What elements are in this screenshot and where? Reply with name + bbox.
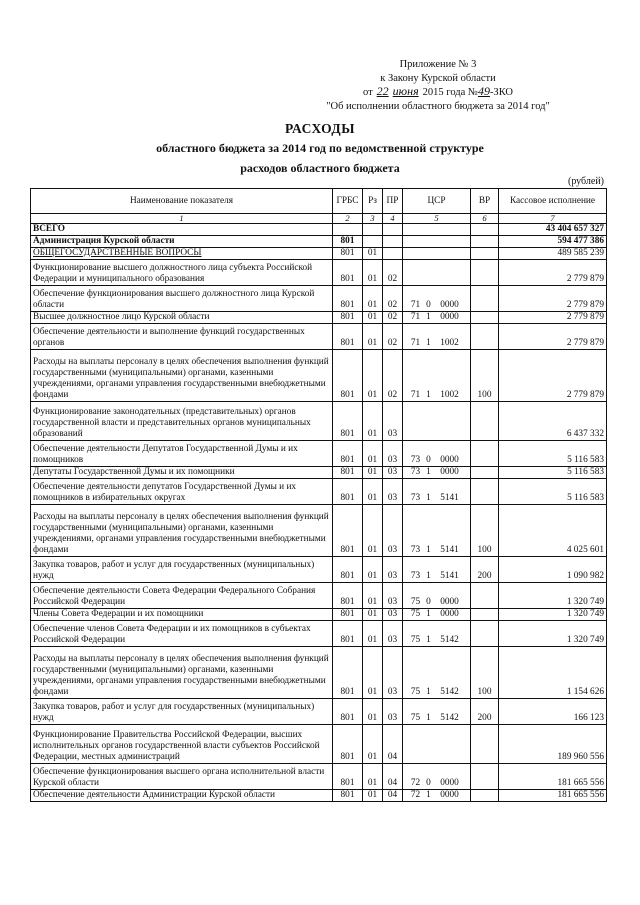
row-amount: 5 116 583 (499, 467, 607, 479)
csr-part: 0000 (440, 790, 459, 800)
row-name-text: Обеспечение деятельности Совета Федерации Федерального Собрания Российской Федерации (33, 586, 316, 607)
csr-part: 71 (410, 312, 421, 322)
row-amount: 2 779 879 (499, 350, 607, 402)
document-subtitle-1: областного бюджета за 2014 год по ведомственной структуре (156, 141, 484, 155)
row-pr: 02 (383, 286, 403, 312)
appendix-line-3 (308, 85, 568, 100)
csr-part: 5142 (440, 687, 459, 697)
column-number-row (31, 214, 607, 224)
row-name (31, 402, 333, 441)
column-number: 5 (403, 214, 471, 224)
csr-part: 0000 (440, 312, 459, 322)
row-pr (383, 248, 403, 260)
column-number: 7 (499, 214, 607, 224)
row-csr (403, 609, 471, 621)
row-name (31, 224, 333, 236)
csr-part: 5141 (440, 571, 459, 581)
table-row (31, 324, 607, 350)
table-row (31, 790, 607, 802)
row-name (31, 324, 333, 350)
csr-part: 73 (410, 493, 421, 503)
csr-part: 0 (426, 455, 431, 465)
table-row (31, 725, 607, 764)
row-amount: 43 404 657 327 (499, 224, 607, 236)
row-pr: 03 (383, 479, 403, 505)
csr-part: 1002 (440, 338, 459, 348)
row-pr: 04 (383, 790, 403, 802)
table-row (31, 505, 607, 557)
row-name-text: Расходы на выплаты персоналу в целях обеспечения выполнения функций государственными (муниципальными) органами, казенными учреждениями, органами управления государственными внебюджетными фондами (33, 512, 329, 555)
row-vr: 200 (471, 699, 499, 725)
column-number: 6 (471, 214, 499, 224)
row-name (31, 350, 333, 402)
table-row (31, 699, 607, 725)
appendix-from: от (362, 87, 373, 98)
row-grbs: 801 (333, 505, 363, 557)
row-amount: 489 585 239 (499, 248, 607, 260)
row-pr (383, 224, 403, 236)
row-name-text: Обеспечение функционирования высшего должностного лица Курской области (33, 289, 315, 310)
row-csr (403, 260, 471, 286)
row-name (31, 312, 333, 324)
table-row (31, 583, 607, 609)
row-grbs: 801 (333, 557, 363, 583)
row-grbs: 801 (333, 402, 363, 441)
column-number: 1 (31, 214, 333, 224)
row-amount: 5 116 583 (499, 441, 607, 467)
csr-part: 73 (410, 455, 421, 465)
row-vr (471, 790, 499, 802)
appendix-block (308, 58, 568, 113)
row-amount: 181 665 556 (499, 790, 607, 802)
row-grbs: 801 (333, 790, 363, 802)
row-rz: 01 (363, 505, 383, 557)
row-pr: 03 (383, 467, 403, 479)
csr-part: 75 (410, 713, 421, 723)
row-amount: 189 960 556 (499, 725, 607, 764)
csr-part: 1 (426, 635, 431, 645)
row-pr: 02 (383, 260, 403, 286)
row-name-text: Функционирование законодательных (представительных) органов государственной власти и представительных органов муниципальных образований (33, 407, 311, 439)
table-row (31, 260, 607, 286)
appendix-line-2: к Закону Курской области (380, 72, 496, 84)
table-row (31, 441, 607, 467)
appendix-suffix: -ЗКО (489, 87, 514, 98)
table-row (31, 224, 607, 236)
row-vr (471, 725, 499, 764)
csr-part: 72 (410, 778, 421, 788)
row-rz: 01 (363, 260, 383, 286)
row-grbs: 801 (333, 441, 363, 467)
row-grbs: 801 (333, 725, 363, 764)
row-name-text: Функционирование высшего должностного лица субъекта Российской Федерации и муниципального образования (33, 263, 313, 284)
row-grbs: 801 (333, 583, 363, 609)
table-row (31, 236, 607, 248)
column-number: 4 (383, 214, 403, 224)
csr-part: 73 (410, 467, 421, 477)
csr-part: 75 (410, 687, 421, 697)
row-name (31, 467, 333, 479)
row-amount: 1 320 749 (499, 609, 607, 621)
row-csr (403, 699, 471, 725)
row-grbs: 801 (333, 312, 363, 324)
appendix-year: 2015 года № (422, 87, 478, 98)
row-name (31, 621, 333, 647)
csr-part: 1002 (440, 390, 459, 400)
row-pr (383, 236, 403, 248)
csr-part: 0000 (440, 467, 459, 477)
row-csr (403, 647, 471, 699)
row-vr (471, 236, 499, 248)
csr-part: 1 (426, 609, 431, 619)
row-name-text: Обеспечение членов Совета Федерации и их помощников в субъектах Российской Федерации (33, 624, 311, 645)
csr-part: 1 (426, 687, 431, 697)
row-name (31, 557, 333, 583)
csr-part: 1 (426, 493, 431, 503)
row-rz (363, 236, 383, 248)
row-vr (471, 248, 499, 260)
row-pr: 03 (383, 699, 403, 725)
row-amount: 1 320 749 (499, 621, 607, 647)
appendix-day: 22 (376, 84, 389, 98)
row-name-text: Закупка товаров, работ и услуг для государственных (муниципальных) нужд (33, 560, 315, 581)
table-row (31, 467, 607, 479)
row-name-text: ВСЕГО (33, 224, 66, 234)
row-grbs: 801 (333, 236, 363, 248)
row-name-text: Депутаты Государственной Думы и их помощники (33, 467, 235, 477)
row-pr: 03 (383, 557, 403, 583)
header-pr: ПР (383, 189, 403, 214)
csr-part: 71 (410, 338, 421, 348)
row-amount: 594 477 386 (499, 236, 607, 248)
row-vr (471, 224, 499, 236)
row-csr (403, 505, 471, 557)
row-csr (403, 350, 471, 402)
csr-part: 75 (410, 635, 421, 645)
row-pr: 03 (383, 505, 403, 557)
header-csr: ЦСР (403, 189, 471, 214)
row-vr (471, 324, 499, 350)
row-rz: 01 (363, 312, 383, 324)
row-name (31, 479, 333, 505)
row-csr (403, 236, 471, 248)
document-subtitle-2: расходов областного бюджета (240, 161, 400, 175)
row-csr (403, 790, 471, 802)
csr-part: 75 (410, 609, 421, 619)
row-csr (403, 402, 471, 441)
row-grbs: 801 (333, 647, 363, 699)
row-csr (403, 557, 471, 583)
row-vr (471, 621, 499, 647)
row-amount: 2 779 879 (499, 260, 607, 286)
row-name (31, 236, 333, 248)
row-vr: 100 (471, 647, 499, 699)
row-grbs: 801 (333, 764, 363, 790)
row-vr (471, 441, 499, 467)
row-rz: 01 (363, 557, 383, 583)
csr-part: 1 (426, 790, 431, 800)
expenditure-table (30, 188, 607, 802)
row-name-text: Функционирование Правительства Российской Федерации, высших исполнительных органов государственной власти субъектов Российской Федерации, местных администраций (33, 730, 320, 762)
row-rz: 01 (363, 286, 383, 312)
appendix-law-number: 49 (477, 84, 490, 98)
csr-part: 1 (426, 545, 431, 555)
row-vr (471, 312, 499, 324)
csr-part: 1 (426, 713, 431, 723)
csr-part: 72 (410, 790, 421, 800)
table-row (31, 402, 607, 441)
row-pr: 02 (383, 350, 403, 402)
row-name (31, 583, 333, 609)
row-amount: 2 779 879 (499, 312, 607, 324)
row-rz: 01 (363, 790, 383, 802)
row-name (31, 764, 333, 790)
row-grbs: 801 (333, 248, 363, 260)
row-rz: 01 (363, 402, 383, 441)
csr-part: 1 (426, 571, 431, 581)
row-name-text: Высшее должностное лицо Курской области (33, 312, 210, 322)
row-pr: 03 (383, 609, 403, 621)
row-vr: 100 (471, 505, 499, 557)
row-grbs: 801 (333, 286, 363, 312)
table-row (31, 248, 607, 260)
csr-part: 5142 (440, 635, 459, 645)
csr-part: 0 (426, 778, 431, 788)
table-row (31, 621, 607, 647)
table-row (31, 479, 607, 505)
row-name-text: ОБЩЕГОСУДАРСТВЕННЫЕ ВОПРОСЫ (33, 248, 202, 258)
csr-part: 73 (410, 571, 421, 581)
table-row (31, 312, 607, 324)
row-amount: 1 154 626 (499, 647, 607, 699)
header-vr: ВР (471, 189, 499, 214)
row-vr (471, 764, 499, 790)
row-name (31, 505, 333, 557)
row-csr (403, 324, 471, 350)
row-csr (403, 312, 471, 324)
row-name (31, 725, 333, 764)
row-name-text: Обеспечение деятельности Депутатов Государственной Думы и их помощников (33, 444, 298, 465)
table-header-row (31, 189, 607, 214)
table-row (31, 350, 607, 402)
row-pr: 02 (383, 312, 403, 324)
csr-part: 1 (426, 312, 431, 322)
row-rz: 01 (363, 479, 383, 505)
table-row (31, 764, 607, 790)
row-csr (403, 583, 471, 609)
header-grbs: ГРБС (333, 189, 363, 214)
row-amount: 1 090 982 (499, 557, 607, 583)
row-vr (471, 467, 499, 479)
row-grbs (333, 224, 363, 236)
row-name (31, 699, 333, 725)
row-pr: 04 (383, 725, 403, 764)
row-name-text: Обеспечение деятельности Администрации Курской области (33, 790, 275, 800)
csr-part: 0000 (440, 597, 459, 607)
row-vr (471, 479, 499, 505)
row-amount: 4 025 601 (499, 505, 607, 557)
row-amount: 2 779 879 (499, 324, 607, 350)
row-vr: 100 (471, 350, 499, 402)
csr-part: 0000 (440, 609, 459, 619)
row-rz (363, 224, 383, 236)
row-pr: 04 (383, 764, 403, 790)
row-csr (403, 286, 471, 312)
appendix-line-1: Приложение № 3 (399, 59, 477, 70)
row-vr (471, 583, 499, 609)
csr-part: 0 (426, 300, 431, 310)
row-rz: 01 (363, 621, 383, 647)
table-row (31, 609, 607, 621)
column-number: 3 (363, 214, 383, 224)
csr-part: 0000 (440, 300, 459, 310)
csr-part: 73 (410, 545, 421, 555)
row-name-text: Обеспечение деятельности и выполнение функций государственных органов (33, 327, 305, 348)
csr-part: 5141 (440, 545, 459, 555)
row-vr (471, 402, 499, 441)
row-amount: 2 779 879 (499, 286, 607, 312)
header-rz: Рз (363, 189, 383, 214)
row-pr: 03 (383, 441, 403, 467)
csr-part: 5141 (440, 493, 459, 503)
row-csr (403, 621, 471, 647)
row-name (31, 647, 333, 699)
csr-part: 0 (426, 597, 431, 607)
row-rz: 01 (363, 764, 383, 790)
row-csr (403, 248, 471, 260)
table-row (31, 286, 607, 312)
row-rz: 01 (363, 647, 383, 699)
csr-part: 1 (426, 467, 431, 477)
document-title: РАСХОДЫ (285, 121, 355, 136)
header-amount: Кассовое исполнение (499, 189, 607, 214)
row-pr: 03 (383, 647, 403, 699)
row-name-text: Администрация Курской области (33, 236, 175, 246)
csr-part: 71 (410, 300, 421, 310)
row-grbs: 801 (333, 609, 363, 621)
row-pr: 03 (383, 583, 403, 609)
row-name (31, 790, 333, 802)
row-pr: 03 (383, 621, 403, 647)
row-grbs: 801 (333, 350, 363, 402)
row-csr (403, 479, 471, 505)
row-amount: 5 116 583 (499, 479, 607, 505)
row-rz: 01 (363, 441, 383, 467)
row-rz: 01 (363, 467, 383, 479)
row-amount: 1 320 749 (499, 583, 607, 609)
row-rz: 01 (363, 725, 383, 764)
unit-label: (рублей) (567, 176, 604, 187)
table-body (31, 224, 607, 802)
row-name-text: Расходы на выплаты персоналу в целях обеспечения выполнения функций государственными (муниципальными) органами, казенными учреждениями, органами управления государственными внебюджетными фондами (33, 357, 329, 400)
appendix-line-4: "Об исполнении областного бюджета за 2014 год" (326, 100, 550, 112)
row-name (31, 248, 333, 260)
table-row (31, 647, 607, 699)
table-row (31, 557, 607, 583)
column-number: 2 (333, 214, 363, 224)
row-rz: 01 (363, 699, 383, 725)
row-csr (403, 764, 471, 790)
row-csr (403, 725, 471, 764)
row-rz: 01 (363, 583, 383, 609)
row-grbs: 801 (333, 260, 363, 286)
row-rz: 01 (363, 324, 383, 350)
header-name: Наименование показателя (31, 189, 333, 214)
csr-part: 0000 (440, 455, 459, 465)
appendix-month: июня (392, 84, 419, 98)
row-vr (471, 260, 499, 286)
row-name-text: Закупка товаров, работ и услуг для государственных (муниципальных) нужд (33, 702, 315, 723)
row-rz: 01 (363, 609, 383, 621)
row-rz: 01 (363, 248, 383, 260)
csr-part: 1 (426, 338, 431, 348)
row-name (31, 286, 333, 312)
row-name-text: Расходы на выплаты персоналу в целях обеспечения выполнения функций государственными (муниципальными) органами, казенными учреждениями, органами управления государственными внебюджетными фондами (33, 654, 329, 697)
csr-part: 5142 (440, 713, 459, 723)
row-amount: 181 665 556 (499, 764, 607, 790)
row-csr (403, 224, 471, 236)
row-grbs: 801 (333, 621, 363, 647)
row-name-text: Обеспечение функционирования высшего органа исполнительной власти Курской области (33, 767, 325, 788)
row-vr: 200 (471, 557, 499, 583)
csr-part: 75 (410, 597, 421, 607)
csr-part: 71 (410, 390, 421, 400)
row-name (31, 609, 333, 621)
row-amount: 166 123 (499, 699, 607, 725)
row-rz: 01 (363, 350, 383, 402)
row-name (31, 260, 333, 286)
row-vr (471, 286, 499, 312)
row-vr (471, 609, 499, 621)
row-csr (403, 441, 471, 467)
row-name-text: Обеспечение деятельности депутатов Государственной Думы и их помощников в избирательных округах (33, 482, 297, 503)
row-grbs: 801 (333, 467, 363, 479)
csr-part: 0000 (440, 778, 459, 788)
row-amount: 6 437 332 (499, 402, 607, 441)
row-grbs: 801 (333, 699, 363, 725)
row-grbs: 801 (333, 479, 363, 505)
row-pr: 02 (383, 324, 403, 350)
row-name-text: Члены Совета Федерации и их помощники (33, 609, 204, 619)
row-pr: 03 (383, 402, 403, 441)
csr-part: 1 (426, 390, 431, 400)
row-name (31, 441, 333, 467)
row-csr (403, 467, 471, 479)
row-grbs: 801 (333, 324, 363, 350)
